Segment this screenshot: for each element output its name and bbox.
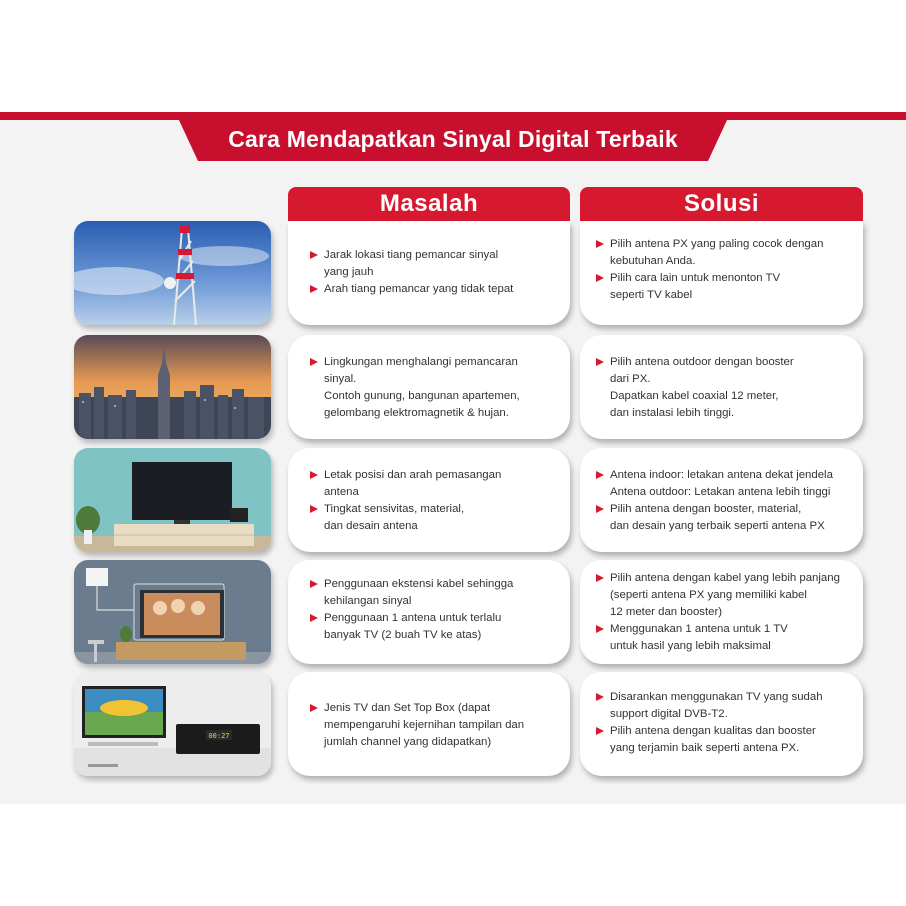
solution-item: Pilih cara lain untuk menonton TV [596, 270, 863, 287]
problem-item: Penggunaan ekstensi kabel sehingga [310, 576, 570, 593]
problem-card-4 [288, 560, 570, 664]
column-header-solution: Solusi [580, 187, 863, 221]
solution-item: untuk hasil yang lebih maksimal [610, 640, 771, 652]
problem-item: Letak posisi dan arah pemasangan [310, 467, 570, 484]
living-room-tv-photo [74, 448, 271, 552]
problem-item: Contoh gunung, bangunan apartemen, [324, 390, 520, 402]
solution-item: seperti TV kabel [610, 289, 693, 301]
problem-item: banyak TV (2 buah TV ke atas) [324, 629, 482, 641]
column-header-problem: Masalah [288, 187, 570, 221]
solution-item: Menggunakan 1 antena untuk 1 TV [596, 621, 863, 638]
solution-card-5 [580, 672, 863, 776]
solution-card-3 [580, 448, 863, 552]
problem-item: Jenis TV dan Set Top Box (dapat [310, 700, 570, 717]
solution-item: kebutuhan Anda. [610, 255, 696, 267]
solution-item: Antena outdoor: Letakan antena lebih tinggi [610, 486, 831, 498]
solution-item: Dapatkan kabel coaxial 12 meter, [610, 390, 779, 402]
problem-item: gelombang elektromagnetik & hujan. [324, 407, 509, 419]
solution-item: Pilih antena dengan kualitas dan booster [596, 723, 863, 740]
problem-item: sinyal. [324, 373, 357, 385]
solution-item: (seperti antena PX yang memiliki kabel [610, 589, 807, 601]
problem-item: antena [324, 486, 359, 498]
cell-tower-photo [74, 221, 271, 325]
problem-item: Tingkat sensivitas, material, [310, 501, 570, 518]
problem-item: Jarak lokasi tiang pemancar sinyal [310, 247, 570, 264]
solution-item: Antena indoor: letakan antena dekat jendela [596, 467, 863, 484]
solution-item: 12 meter dan booster) [610, 606, 723, 618]
solution-card-1 [580, 221, 863, 325]
problem-card-3 [288, 448, 570, 552]
problem-item: dan desain antena [324, 520, 418, 532]
solution-card-2 [580, 335, 863, 439]
problem-item: mempengaruhi kejernihan tampilan dan [324, 719, 525, 731]
solution-item: Disarankan menggunakan TV yang sudah [596, 689, 863, 706]
solution-item: Pilih antena PX yang paling cocok dengan [596, 236, 863, 253]
tv-with-cable-photo [74, 560, 271, 664]
solution-item: support digital DVB-T2. [610, 708, 728, 720]
city-skyline-photo [74, 335, 271, 439]
solution-item: yang terjamin baik seperti antena PX. [610, 742, 800, 754]
problem-item: Penggunaan 1 antena untuk terlalu [310, 610, 570, 627]
problem-item: Arah tiang pemancar yang tidak tepat [310, 281, 570, 298]
tv-and-set-top-box-photo [74, 672, 271, 776]
solution-item: Pilih antena dengan booster, material, [596, 501, 863, 518]
solution-item: dan desain yang terbaik seperti antena PX [610, 520, 825, 532]
problem-item: yang jauh [324, 266, 374, 278]
page-title: Cara Mendapatkan Sinyal Digital Terbaik [228, 126, 678, 152]
problem-card-2 [288, 335, 570, 439]
problem-item: Lingkungan menghalangi pemancaran [310, 354, 570, 371]
problem-card-5 [288, 672, 570, 776]
solution-item: Pilih antena dengan kabel yang lebih panjang [596, 570, 863, 587]
solution-card-4 [580, 560, 863, 664]
problem-item: jumlah channel yang didapatkan) [324, 736, 492, 748]
solution-item: dari PX. [610, 373, 651, 385]
solution-item: dan instalasi lebih tinggi. [610, 407, 735, 419]
problem-card-1 [288, 221, 570, 325]
problem-item: kehilangan sinyal [324, 595, 412, 607]
stb-display-text: 00:27 [208, 732, 230, 740]
solution-item: Pilih antena outdoor dengan booster [596, 354, 863, 371]
